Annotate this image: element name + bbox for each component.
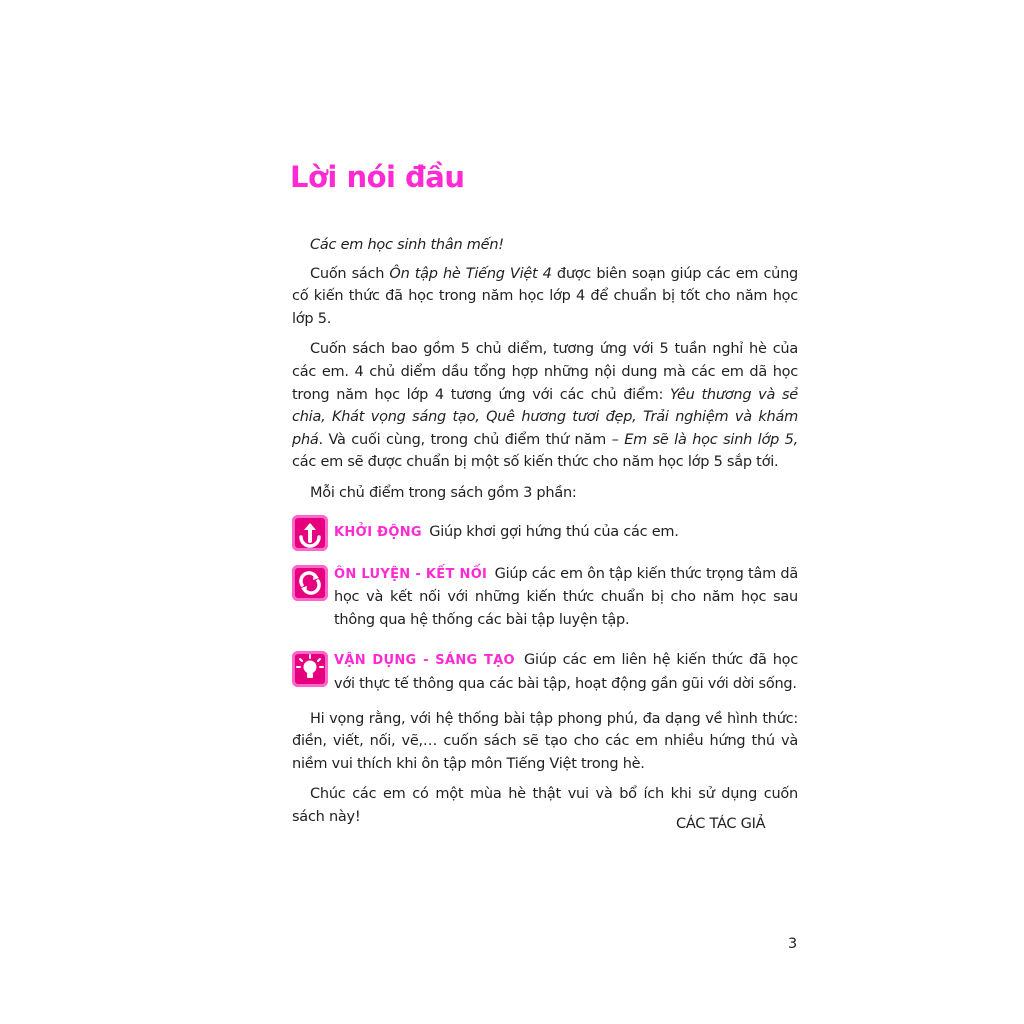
section-text: Giúp khơi gợi hứng thú của các em. bbox=[424, 523, 679, 540]
paragraph-1 bbox=[292, 263, 798, 331]
section-label: KHỞI ĐỘNG bbox=[334, 524, 422, 540]
section-label: ÔN LUYỆN - KẾT NỐI bbox=[334, 566, 488, 582]
signature: CÁC TÁC GIẢ bbox=[676, 816, 766, 832]
topic-5: Em sẽ là học sinh lớp 5, bbox=[624, 431, 798, 448]
paragraph-1-text-b: được biên soạn giúp các em củng cố kiến thức đã học trong năm học lớp 4 để chuẩn bị tốt cho năm học lớp 5. bbox=[292, 265, 799, 327]
paragraph-2-text-b: . Và cuối cùng, trong chủ điểm thứ năm – bbox=[318, 431, 625, 448]
paragraph-2-text-c: các em sẽ được chuẩn bị một số kiến thức cho năm học lớp 5 sắp tới. bbox=[292, 454, 779, 471]
paragraph-2-text-a: Cuốn sách bao gồm 5 chủ diểm, tương ứng với 5 tuần nghỉ hè của các em. 4 chủ diểm dầu tổng hợp những nội dung mà các em dã học trong năm học lớp 4 tương ứng với các chủ điểm: bbox=[292, 341, 798, 403]
section-khoi-dong bbox=[292, 513, 798, 551]
paragraph-3: Mỗi chủ điểm trong sách gồm 3 phần: bbox=[310, 484, 577, 501]
paragraph-1-text-a: Cuốn sách bbox=[310, 265, 390, 282]
page-number: 3 bbox=[788, 936, 798, 952]
topic-list: Yêu thương và sẻ chia, Khát vọng sáng tạo, Quê hương tươi đẹp, Trải nghiệm và khám phá bbox=[292, 386, 798, 448]
page-title: Lời nói đầu bbox=[290, 160, 465, 194]
paragraph-2 bbox=[292, 338, 798, 474]
paragraph-5: Chúc các em có một mùa hè thật vui và bổ ích khi sử dụng cuốn sách này! bbox=[292, 786, 798, 825]
section-text: Giúp các em ôn tập kiến thức trọng tâm dã học và kết nối với những kiến thức chuẩn bị cho năm học sau thông qua hệ thống các bài tập luyện tập. bbox=[334, 565, 798, 628]
section-label: VẬN DỤNG - SÁNG TẠO bbox=[334, 653, 515, 669]
up-arrow-icon bbox=[292, 515, 328, 551]
greeting: Các em học sinh thân mến! bbox=[310, 237, 504, 253]
book-title: Ôn tập hè Tiếng Việt 4 bbox=[389, 265, 552, 282]
paragraph-4: Hi vọng rằng, với hệ thống bài tập phong phú, đa dạng về hình thức: điền, viết, nối, vẽ,… cuốn sách sẽ tạo cho các em nhiều hứng thú và niềm vui thích khi ôn tập môn Tiếng Việt trong hè. bbox=[292, 710, 798, 772]
section-text: Giúp các em liên hệ kiến thức đã học với thực tế thông qua các bài tập, hoạt động gần gũi với dời sống. bbox=[334, 652, 798, 692]
section-van-dung-sang-tao bbox=[292, 649, 798, 695]
refresh-cycle-icon bbox=[292, 565, 328, 601]
lightbulb-icon bbox=[292, 651, 328, 687]
preface-body bbox=[292, 234, 798, 836]
section-on-luyen-ket-noi bbox=[292, 563, 798, 632]
